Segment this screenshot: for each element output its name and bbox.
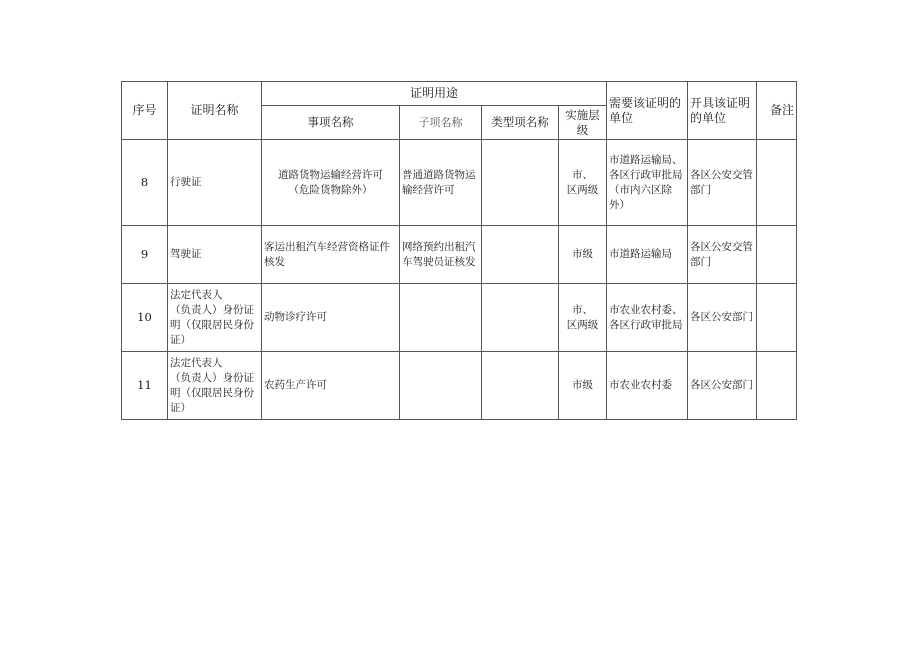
cell-issue-unit: 各区公安交管部门 <box>688 140 757 226</box>
header-remarks: 备注 <box>757 82 797 140</box>
cell-item-name: 道路货物运输经营许可 （危险货物除外） <box>262 140 400 226</box>
header-impl-level: 实施层级 <box>559 106 607 140</box>
header-cert-name: 证明名称 <box>168 82 262 140</box>
cell-remarks <box>757 284 797 352</box>
cell-impl-level: 市级 <box>559 352 607 420</box>
cell-sub-item-name: 普通道路货物运输经营许可 <box>400 140 482 226</box>
cell-type-item-name <box>482 140 559 226</box>
cell-cert-name: 行驶证 <box>168 140 262 226</box>
cell-impl-level: 市级 <box>559 226 607 284</box>
header-item-name: 事项名称 <box>262 106 400 140</box>
cell-type-item-name <box>482 226 559 284</box>
cell-require-unit: 市农业农村委 <box>607 352 688 420</box>
header-row-top <box>122 82 797 106</box>
header-sub-item-name: 子项名称 <box>400 106 482 140</box>
header-seq: 序号 <box>122 82 168 140</box>
cell-issue-unit: 各区公安交管部门 <box>688 226 757 284</box>
cell-cert-name: 驾驶证 <box>168 226 262 284</box>
cell-impl-level: 市、 区两级 <box>559 284 607 352</box>
cell-seq: 8 <box>122 140 168 226</box>
cell-impl-level: 市、 区两级 <box>559 140 607 226</box>
table-row <box>122 226 797 284</box>
header-purpose-group: 证明用途 <box>262 82 607 106</box>
cell-require-unit: 市道路运输局 <box>607 226 688 284</box>
cell-require-unit: 市道路运输局、各区行政审批局 （市内六区除外） <box>607 140 688 226</box>
cell-type-item-name <box>482 352 559 420</box>
table-row <box>122 352 797 420</box>
cell-cert-name: 法定代表人 （负责人）身份证明（仅限居民身份证） <box>168 352 262 420</box>
header-issue-unit: 开具该证明的单位 <box>688 82 757 140</box>
cell-sub-item-name <box>400 352 482 420</box>
table-row <box>122 140 797 226</box>
cell-seq: 10 <box>122 284 168 352</box>
cell-seq: 9 <box>122 226 168 284</box>
header-require-unit: 需要该证明的单位 <box>607 82 688 140</box>
cell-item-name: 客运出租汽车经营资格证件核发 <box>262 226 400 284</box>
cell-remarks <box>757 140 797 226</box>
cell-cert-name: 法定代表人 （负责人）身份证明（仅限居民身份证） <box>168 284 262 352</box>
cell-seq: 11 <box>122 352 168 420</box>
cell-issue-unit: 各区公安部门 <box>688 284 757 352</box>
cell-type-item-name <box>482 284 559 352</box>
header-type-item-name: 类型项名称 <box>482 106 559 140</box>
cell-remarks <box>757 352 797 420</box>
cell-sub-item-name: 网络预约出租汽车驾驶员证核发 <box>400 226 482 284</box>
certificate-table <box>121 81 797 420</box>
cell-remarks <box>757 226 797 284</box>
cell-require-unit: 市农业农村委、各区行政审批局 <box>607 284 688 352</box>
table-row <box>122 284 797 352</box>
cell-item-name: 农药生产许可 <box>262 352 400 420</box>
cell-issue-unit: 各区公安部门 <box>688 352 757 420</box>
cell-item-name: 动物诊疗许可 <box>262 284 400 352</box>
cell-sub-item-name <box>400 284 482 352</box>
